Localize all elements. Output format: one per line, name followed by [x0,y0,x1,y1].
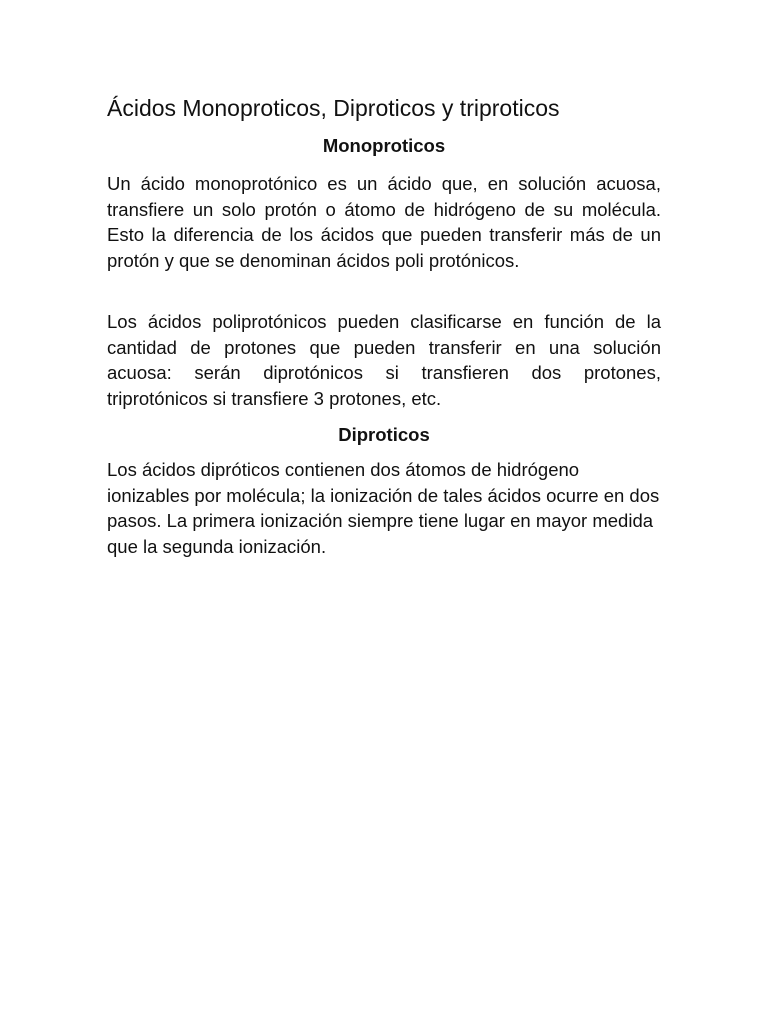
document-title: Ácidos Monoproticos, Diproticos y triproticos [107,95,560,121]
paragraph-monoprotic-definition: Un ácido monoprotónico es un ácido que, en solución acuosa, transfiere un solo protón o átomo de hidrógeno de su molécula. Esto la diferencia de los ácidos que pueden transferir más de un protón y que se denominan ácidos poli protónicos. [107,173,661,271]
section-heading-diproticos: Diproticos [338,424,430,445]
paragraph-diprotic-definition: Los ácidos dipróticos contienen dos átomos de hidrógeno ionizables por molécula; la ionización de tales ácidos ocurre en dos pasos. La primera ionización siempre tiene lugar en mayor medida que la segunda ionización. [107,459,660,557]
section-heading-monoproticos: Monoproticos [322,135,446,156]
paragraph-polyprotic-classification: Los ácidos poliprotónicos pueden clasificarse en función de la cantidad de protones que pueden transferir en una solución acuosa: serán diprotónicos si transfieren dos protones, triprotónicos si transfiere 3 protones, etc. [107,311,661,409]
